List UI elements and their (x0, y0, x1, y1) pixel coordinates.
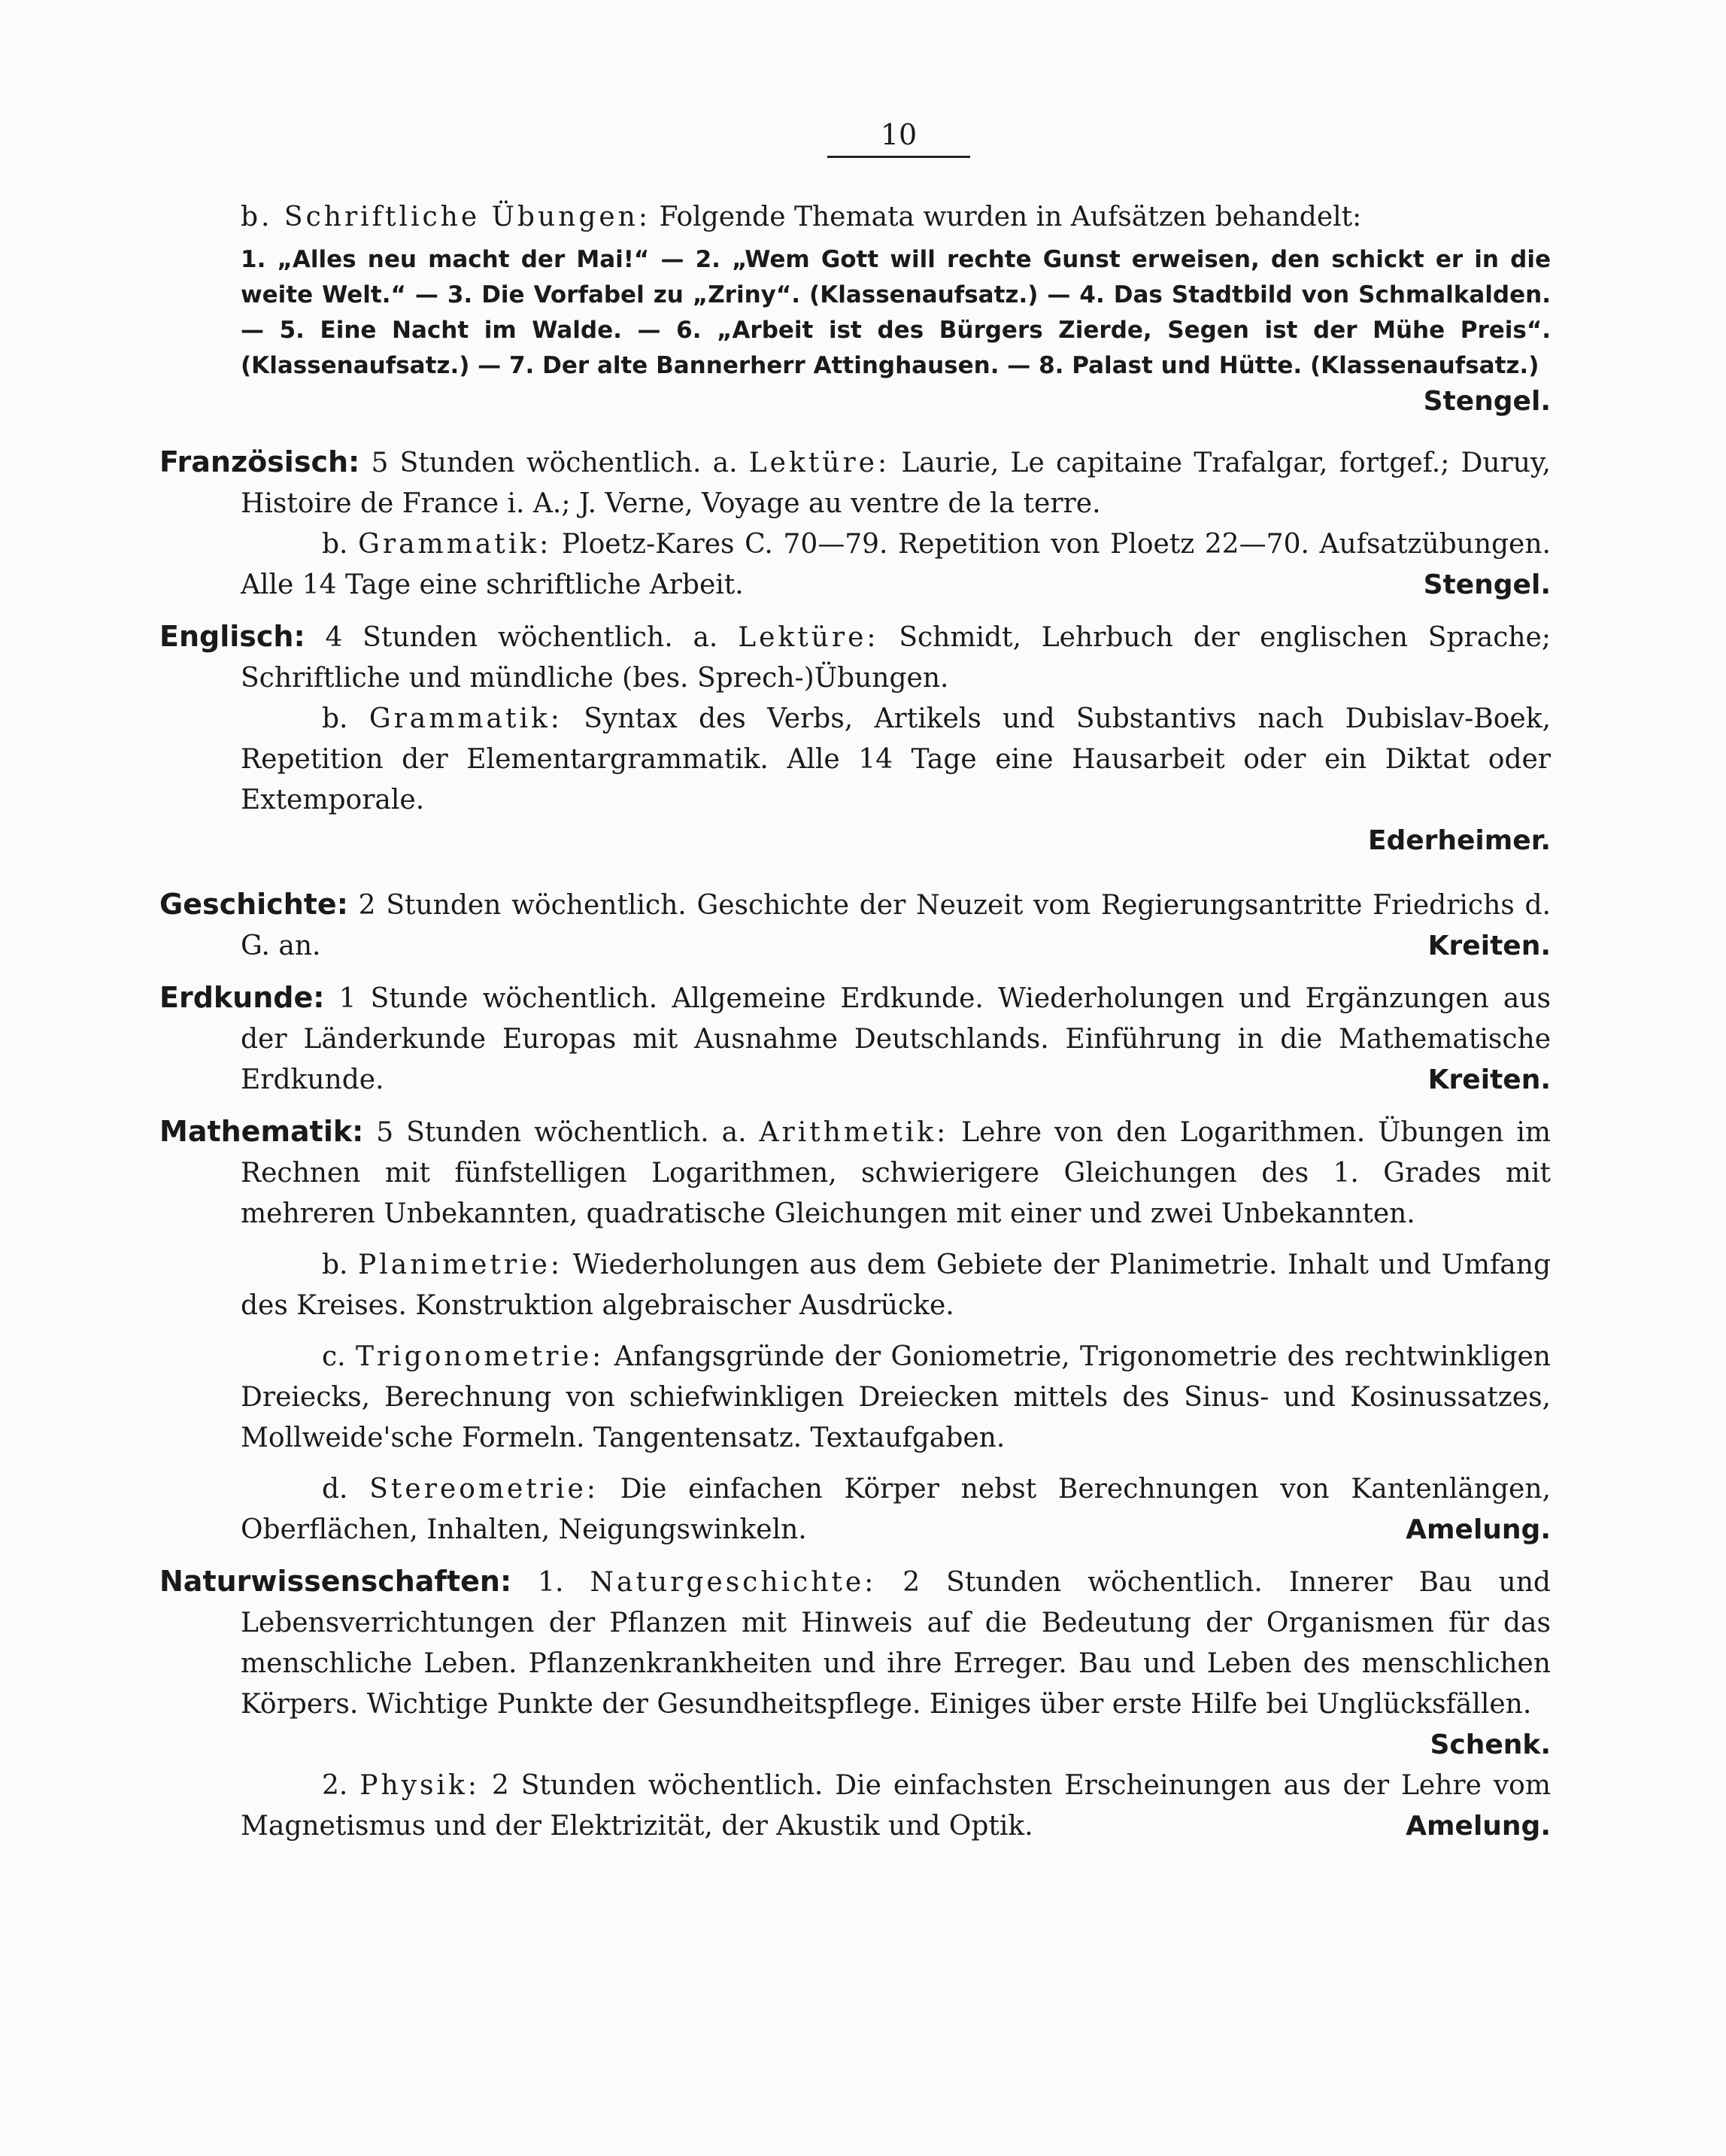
mathematik-planimetrie (159, 1245, 1551, 1326)
page-number: 10 (827, 117, 970, 158)
geschichte-text (159, 884, 1551, 967)
teacher-mathematik: Amelung. (1406, 1514, 1551, 1545)
teacher-deutsch: Stengel. (1423, 386, 1551, 417)
deutsch-heading: b. Schriftliche Übungen: (241, 202, 651, 232)
label-arithmetik: Arithmetik: (759, 1117, 949, 1148)
teacher-erdkunde: Kreiten. (1427, 1064, 1551, 1095)
item-prefix: c. (322, 1341, 346, 1372)
section-englisch (159, 616, 1551, 861)
mathematik-stereometrie (159, 1469, 1551, 1550)
mathematik-arithmetik-text: Lehre von den Logarithmen. Übungen im Rechnen mit fünfstelligen Logarithmen, schwierigere Gleichungen des 1. Grades mit mehreren Unbekannten, quadratische Gleichungen mit einer und zwei Unbekannten. (241, 1117, 1551, 1229)
label-naturgeschichte: Naturgeschichte: (590, 1567, 877, 1598)
essay-list: 1. „Alles neu macht der Mai!“ — 2. „Wem Gott will rechte Gunst erweisen, den schickt er in die weite Welt.“ — 3. Die Vorfabel zu „Zriny“. (Klassenaufsatz.) — 4. Das Stadtbild von Schmalkalden. — 5. Eine Nacht im Walde. — 6. „Arbeit ist des Bürgers Zierde, Segen ist der Mühe Preis“. (Klassenaufsatz.) — 7. Der alte Bannerherr Attinghausen. — 8. Palast und Hütte. (Klassenaufsatz.) (241, 246, 1551, 379)
label-lektuere: Lektüre: (748, 448, 890, 478)
subject-franzoesisch: Französisch: (159, 445, 360, 478)
item-prefix: b. (322, 1250, 348, 1280)
mathematik-stereometrie-text: Die einfachen Körper nebst Berechnungen von Kantenlängen, Oberflächen, Inhalten, Neigungswinkeln. (241, 1474, 1551, 1545)
item-prefix: b. (322, 703, 348, 734)
essay-topics (159, 242, 1551, 419)
label-physik: Physik: (359, 1770, 480, 1801)
subject-naturwissenschaften: Naturwissenschaften: (159, 1565, 512, 1598)
subject-erdkunde: Erdkunde: (159, 981, 325, 1014)
teacher-line-naturgeschichte (159, 1725, 1551, 1766)
mathematik-trigonometrie (159, 1337, 1551, 1459)
physik-text: 2 Stunden wöchentlich. Die einfachsten Erscheinungen aus der Lehre vom Magnetismus und der Elektrizität, der Akustik und Optik. (241, 1770, 1551, 1842)
section-deutsch-schriftlich (159, 197, 1551, 419)
teacher-englisch: Ederheimer. (1367, 825, 1551, 856)
section-mathematik (159, 1111, 1551, 1550)
englisch-grammatik-text: Syntax des Verbs, Artikels und Substantivs nach Dubislav-Boek, Repetition der Elementargrammatik. Alle 14 Tage eine Hausarbeit oder ein Diktat oder Extemporale. (241, 703, 1551, 815)
mathematik-arithmetik (159, 1111, 1551, 1234)
section-geschichte (159, 884, 1551, 967)
teacher-line-englisch (159, 821, 1551, 861)
label-lektuere: Lektüre: (738, 622, 879, 653)
item-prefix: 1. (538, 1567, 564, 1598)
section-franzoesisch (159, 442, 1551, 606)
franzoesisch-hours: 5 Stunden wöchentlich. a. (371, 448, 738, 478)
deutsch-intro-paragraph (159, 197, 1551, 238)
erdkunde-text (159, 977, 1551, 1101)
teacher-franzoesisch: Stengel. (1423, 569, 1551, 600)
subject-mathematik: Mathematik: (159, 1115, 364, 1148)
deutsch-intro: Folgende Themata wurden in Aufsätzen behandelt: (659, 202, 1362, 232)
geschichte-body: 2 Stunden wöchentlich. Geschichte der Neuzeit vom Regierungsantritte Friedrichs d. G. an. (241, 890, 1551, 961)
mathematik-hours: 5 Stunden wöchentlich. a. (376, 1117, 747, 1148)
naturgeschichte-text: 2 Stunden wöchentlich. Innerer Bau und Lebensverrichtungen der Pflanzen mit Hinweis auf die Bedeutung der Organismen für das menschliche Leben. Pflanzenkrankheiten und ihre Erreger. Bau und Leben des menschlichen Körpers. Wichtige Punkte der Gesundheitspflege. Einiges über erste Hilfe bei Unglücksfällen. (241, 1567, 1551, 1720)
teacher-naturgeschichte: Schenk. (1430, 1729, 1551, 1760)
label-grammatik: Grammatik: (369, 703, 563, 734)
item-prefix: 2. (322, 1770, 348, 1801)
label-grammatik: Grammatik: (358, 529, 552, 560)
subject-geschichte: Geschichte: (159, 888, 348, 921)
teacher-physik: Amelung. (1406, 1811, 1551, 1842)
englisch-lektuere (159, 616, 1551, 699)
erdkunde-body: 1 Stunde wöchentlich. Allgemeine Erdkunde. Wiederholungen und Ergänzungen aus der Länderkunde Europas mit Ausnahme Deutschlands. Einführung in die Mathematische Erdkunde. (241, 983, 1551, 1095)
section-erdkunde (159, 977, 1551, 1101)
label-stereometrie: Stereometrie: (369, 1474, 599, 1505)
englisch-hours: 4 Stunden wöchentlich. a. (325, 622, 718, 653)
franzoesisch-lektuere (159, 442, 1551, 524)
label-trigonometrie: Trigonometrie: (355, 1341, 605, 1372)
englisch-grammatik (159, 699, 1551, 821)
mathematik-planimetrie-text: Wiederholungen aus dem Gebiete der Planimetrie. Inhalt und Umfang des Kreises. Konstruktion algebraischer Ausdrücke. (241, 1250, 1551, 1321)
franzoesisch-grammatik-text: Ploetz-Kares C. 70—79. Repetition von Ploetz 22—70. Aufsatzübungen. Alle 14 Tage eine schriftliche Arbeit. (241, 529, 1551, 600)
section-naturwissenschaften (159, 1561, 1551, 1847)
naturgeschichte (159, 1561, 1551, 1725)
subject-englisch: Englisch: (159, 620, 305, 653)
label-planimetrie: Planimetrie: (358, 1250, 563, 1280)
franzoesisch-lektuere-text: Laurie, Le capitaine Trafalgar, fortgef.; Duruy, Histoire de France i. A.; J. Verne, Voyage au ventre de la terre. (241, 448, 1551, 519)
page-content (159, 197, 1551, 1847)
franzoesisch-grammatik (159, 524, 1551, 606)
mathematik-trigonometrie-text: Anfangsgründe der Goniometrie, Trigonometrie des rechtwinkligen Dreiecks, Berechnung von schiefwinkligen Dreiecken mittels des Sinus- und Kosinussatzes, Mollweide'sche Formeln. Tangentensatz. Textaufgaben. (241, 1341, 1551, 1453)
englisch-lektuere-text: Schmidt, Lehrbuch der englischen Sprache; Schriftliche und mündliche (bes. Sprech-)Übungen. (241, 622, 1551, 694)
teacher-geschichte: Kreiten. (1427, 931, 1551, 961)
item-prefix: d. (322, 1474, 348, 1505)
physik (159, 1766, 1551, 1847)
item-prefix: b. (322, 529, 348, 560)
